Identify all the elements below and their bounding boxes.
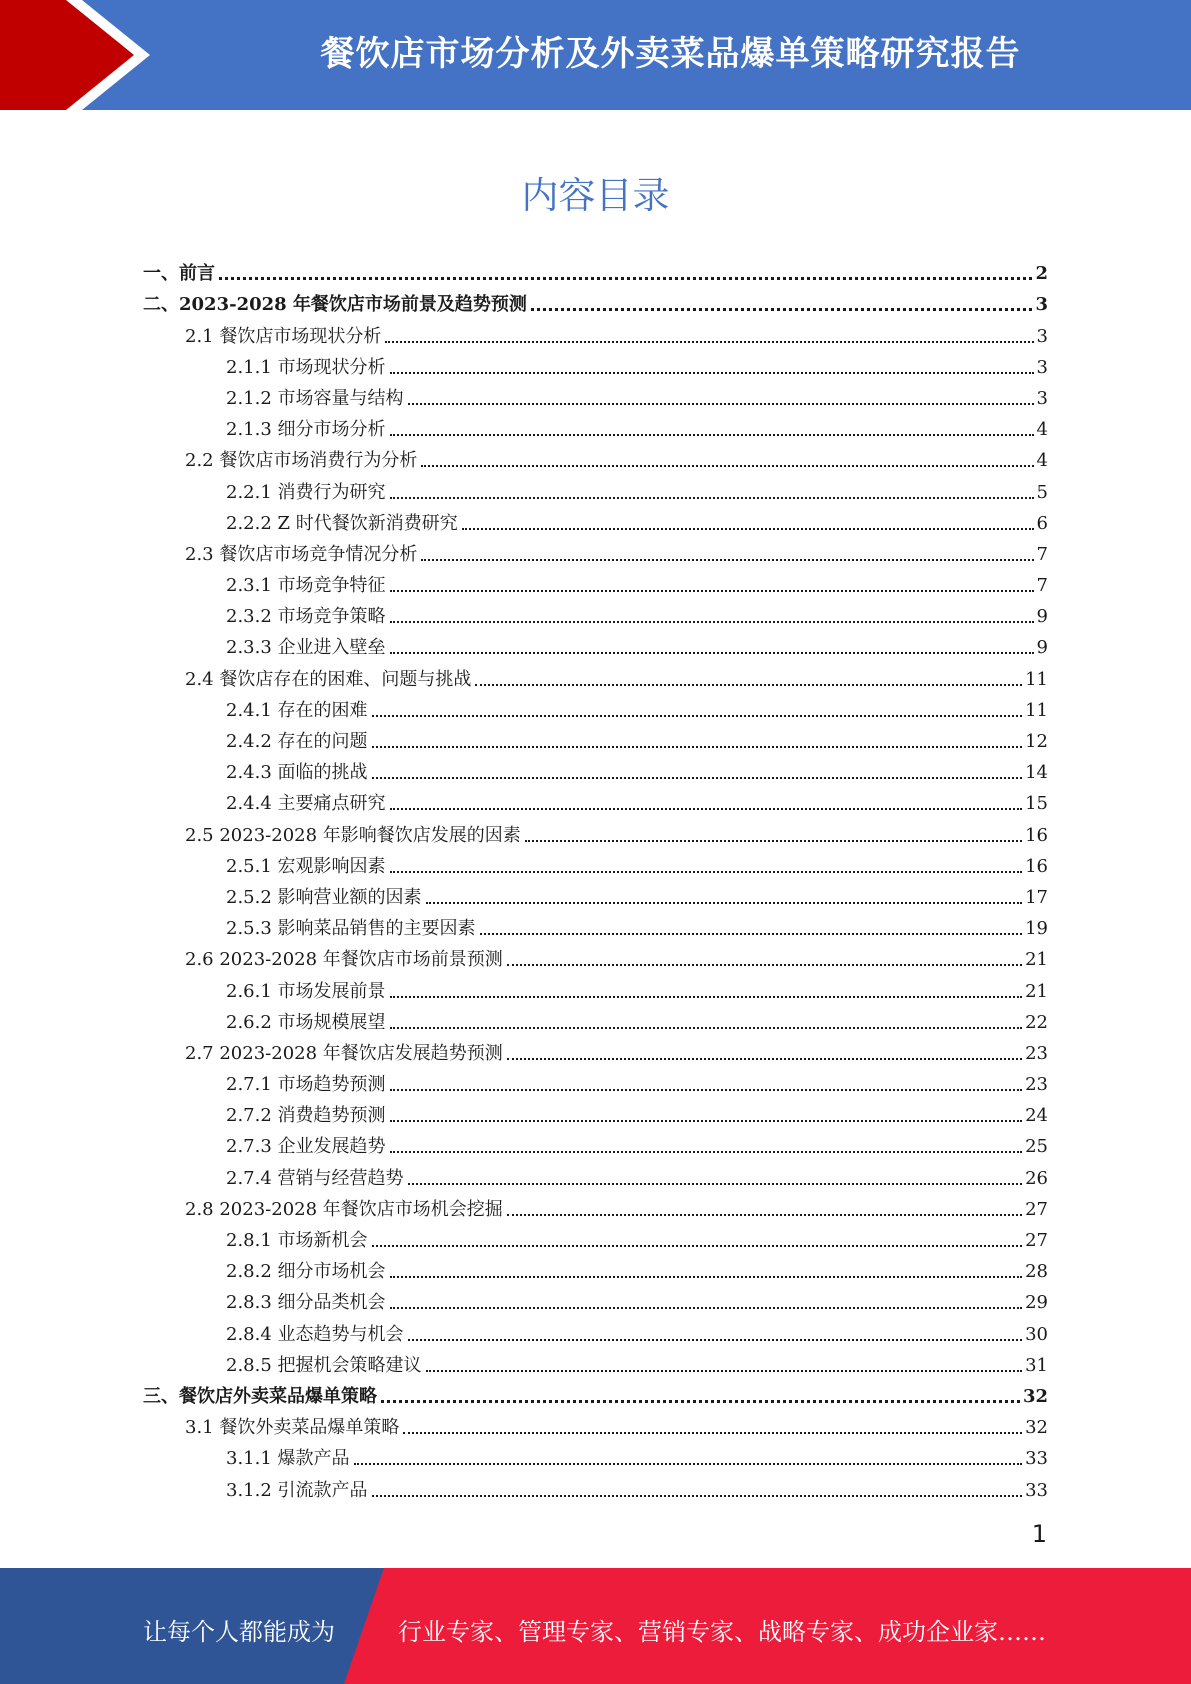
toc-entry-label: 2.7.4 营销与经营趋势 [226, 1167, 404, 1189]
toc-entry-page: 27 [1025, 1230, 1048, 1251]
toc-entry-page: 3 [1035, 294, 1048, 316]
toc-entry-label: 2.5.1 宏观影响因素 [226, 855, 386, 877]
toc-entry-page: 3 [1036, 387, 1048, 409]
toc-entry[interactable] [143, 1252, 1048, 1283]
toc-dot-leader [408, 403, 1034, 405]
toc-entry-label: 2.8.2 细分市场机会 [226, 1261, 386, 1283]
toc-entry[interactable] [143, 691, 1048, 722]
toc-entry-page: 5 [1036, 481, 1048, 503]
toc-entry-label: 3.1 餐饮外卖菜品爆单策略 [185, 1417, 400, 1439]
toc-entry-label: 2.7.2 消费趋势预测 [226, 1105, 386, 1127]
toc-dot-leader [390, 652, 1034, 654]
toc-entry-page: 28 [1025, 1261, 1048, 1283]
toc-entry-label: 2.4.3 面临的挑战 [226, 762, 368, 784]
toc-entry[interactable] [143, 1470, 1048, 1501]
toc-entry-label: 2.8.1 市场新机会 [226, 1230, 368, 1251]
toc-entry[interactable] [143, 909, 1048, 940]
toc-dot-leader [390, 1276, 1023, 1278]
toc-entry[interactable] [143, 348, 1048, 379]
toc-entry-label: 2.3.3 企业进入壁垒 [226, 637, 386, 659]
toc-dot-leader [390, 590, 1034, 592]
toc-entry-page: 11 [1025, 699, 1048, 721]
table-of-contents [143, 254, 1048, 1502]
toc-entry[interactable] [143, 1034, 1048, 1065]
toc-entry[interactable] [143, 1158, 1048, 1189]
toc-entry-page: 32 [1025, 1417, 1048, 1439]
toc-entry[interactable] [143, 1346, 1048, 1377]
report-title: 餐饮店市场分析及外卖菜品爆单策略研究报告 [320, 34, 1021, 74]
toc-entry-page: 29 [1025, 1292, 1048, 1314]
toc-entry[interactable] [143, 1221, 1048, 1252]
toc-dot-leader [390, 621, 1034, 623]
toc-dot-leader [390, 996, 1023, 998]
toc-entry[interactable] [143, 659, 1048, 690]
toc-dot-leader [531, 308, 1033, 311]
toc-dot-leader [372, 1245, 1023, 1247]
toc-dot-leader [390, 372, 1034, 374]
toc-entry-label: 2.3 餐饮店市场竞争情况分析 [185, 543, 418, 565]
toc-entry-page: 4 [1036, 419, 1048, 441]
toc-entry-label: 2.4.2 存在的问题 [226, 731, 368, 752]
toc-entry-page: 23 [1025, 1074, 1048, 1096]
toc-entry-label: 3.1.1 爆款产品 [226, 1448, 350, 1470]
toc-entry-page: 6 [1036, 512, 1048, 534]
toc-entry[interactable] [143, 1127, 1048, 1158]
toc-entry[interactable] [143, 472, 1048, 503]
toc-entry[interactable] [143, 1190, 1048, 1221]
toc-entry-label: 2.6.1 市场发展前景 [226, 980, 386, 1002]
toc-entry-page: 7 [1036, 575, 1048, 597]
toc-dot-leader [426, 1370, 1023, 1372]
toc-entry-label: 2.8.5 把握机会策略建议 [226, 1354, 422, 1376]
toc-entry-label: 2.2.1 消费行为研究 [226, 481, 386, 503]
toc-entry-label: 2.8.3 细分品类机会 [226, 1292, 386, 1314]
toc-entry-label: 2.5.3 影响菜品销售的主要因素 [226, 918, 476, 940]
toc-dot-leader [390, 1089, 1023, 1091]
toc-dot-leader [403, 1432, 1022, 1434]
toc-entry[interactable] [143, 847, 1048, 878]
toc-entry-label: 2.7.1 市场趋势预测 [226, 1074, 386, 1096]
toc-entry-label: 2.1.1 市场现状分析 [226, 356, 386, 378]
header-banner [0, 0, 1191, 110]
toc-dot-leader [354, 1463, 1023, 1465]
toc-dot-leader [390, 1027, 1023, 1029]
toc-entry[interactable] [143, 940, 1048, 971]
toc-entry[interactable] [143, 566, 1048, 597]
toc-dot-leader [475, 684, 1022, 686]
toc-dot-leader [390, 871, 1023, 873]
toc-entry-label: 2.4 餐饮店存在的困难、问题与挑战 [185, 668, 472, 690]
toc-entry-page: 12 [1025, 731, 1048, 752]
toc-dot-leader [426, 902, 1023, 904]
toc-dot-leader [390, 808, 1023, 810]
toc-entry[interactable] [143, 971, 1048, 1002]
toc-dot-leader [390, 1120, 1023, 1122]
toc-entry-page: 9 [1036, 637, 1048, 659]
toc-entry-label: 2.7 2023-2028 年餐饮店发展趋势预测 [185, 1042, 503, 1064]
toc-dot-leader [408, 1183, 1023, 1185]
toc-entry-page: 23 [1025, 1042, 1048, 1064]
toc-dot-leader [507, 1058, 1022, 1060]
toc-entry[interactable] [143, 410, 1048, 441]
toc-entry-label: 2.1.3 细分市场分析 [226, 419, 386, 441]
toc-entry-label: 2.3.2 市场竞争策略 [226, 606, 386, 628]
toc-entry-label: 一、前言 [143, 263, 215, 285]
footer-slogan-right: 行业专家、管理专家、营销专家、战略专家、成功企业家…… [398, 1618, 1046, 1646]
toc-entry[interactable] [143, 1408, 1048, 1439]
toc-entry[interactable] [143, 285, 1048, 316]
toc-dot-leader [480, 933, 1023, 935]
toc-entry-page: 33 [1025, 1479, 1048, 1501]
toc-dot-leader [390, 497, 1034, 499]
toc-entry-label: 2.2 餐饮店市场消费行为分析 [185, 450, 418, 472]
toc-entry[interactable] [143, 815, 1048, 846]
toc-entry-label: 2.4.1 存在的困难 [226, 699, 368, 721]
toc-dot-leader [372, 746, 1023, 748]
toc-entry-label: 2.1 餐饮店市场现状分析 [185, 325, 382, 347]
toc-entry[interactable] [143, 628, 1048, 659]
toc-entry-label: 3.1.2 引流款产品 [226, 1479, 368, 1501]
toc-entry[interactable] [143, 1314, 1048, 1345]
toc-entry-page: 3 [1036, 356, 1048, 378]
toc-entry-page: 19 [1025, 918, 1048, 940]
toc-entry-page: 30 [1025, 1323, 1048, 1345]
toc-dot-leader [525, 840, 1022, 842]
toc-entry[interactable] [143, 1439, 1048, 1470]
toc-entry-label: 2.8 2023-2028 年餐饮店市场机会挖掘 [185, 1198, 503, 1220]
toc-dot-leader [219, 277, 1032, 280]
toc-dot-leader [507, 964, 1022, 966]
toc-entry[interactable] [143, 753, 1048, 784]
toc-entry-label: 2.1.2 市场容量与结构 [226, 387, 404, 409]
toc-entry-page: 22 [1025, 1011, 1048, 1033]
toc-entry[interactable] [143, 878, 1048, 909]
toc-entry-page: 31 [1025, 1354, 1048, 1376]
chevron-icon [0, 0, 160, 110]
toc-entry-page: 2 [1035, 263, 1048, 285]
toc-entry-label: 二、2023-2028 年餐饮店市场前景及趋势预测 [143, 294, 527, 316]
toc-dot-leader [421, 559, 1033, 561]
toc-entry[interactable] [143, 1003, 1048, 1034]
toc-entry-page: 9 [1036, 606, 1048, 628]
toc-entry[interactable] [143, 784, 1048, 815]
toc-entry-page: 24 [1025, 1105, 1048, 1127]
toc-entry-label: 2.5 2023-2028 年影响餐饮店发展的因素 [185, 824, 521, 846]
toc-entry[interactable] [143, 722, 1048, 753]
toc-entry-page: 21 [1025, 949, 1048, 971]
toc-entry-page: 14 [1025, 762, 1048, 784]
toc-entry-label: 2.4.4 主要痛点研究 [226, 793, 386, 815]
toc-entry-label: 2.6.2 市场规模展望 [226, 1011, 386, 1033]
toc-dot-leader [390, 434, 1034, 436]
toc-entry[interactable] [143, 1283, 1048, 1314]
toc-entry[interactable] [143, 597, 1048, 628]
toc-dot-leader [385, 341, 1033, 343]
toc-dot-leader [372, 1495, 1023, 1497]
toc-dot-leader [507, 1214, 1022, 1216]
toc-entry-page: 16 [1025, 855, 1048, 877]
toc-entry-label: 2.2.2 Z 时代餐饮新消费研究 [226, 512, 458, 534]
toc-entry-label: 2.5.2 影响营业额的因素 [226, 886, 422, 908]
footer-slogan-left: 让每个人都能成为 [143, 1618, 335, 1646]
toc-dot-leader [372, 715, 1023, 717]
toc-heading: 内容目录 [521, 174, 670, 217]
toc-entry-page: 17 [1025, 886, 1048, 908]
toc-entry[interactable] [143, 1096, 1048, 1127]
toc-dot-leader [462, 528, 1034, 530]
toc-entry[interactable] [143, 504, 1048, 535]
toc-entry-page: 27 [1025, 1198, 1048, 1220]
toc-entry-page: 21 [1025, 980, 1048, 1002]
toc-dot-leader [390, 1307, 1023, 1309]
toc-entry[interactable] [143, 254, 1048, 285]
toc-entry-label: 2.7.3 企业发展趋势 [226, 1136, 386, 1158]
toc-dot-leader [408, 1339, 1023, 1341]
toc-entry-page: 33 [1025, 1448, 1048, 1470]
page-number: 1 [1031, 1520, 1047, 1548]
toc-entry[interactable] [143, 379, 1048, 410]
toc-entry-page: 15 [1025, 793, 1048, 815]
toc-entry-page: 16 [1025, 824, 1048, 846]
toc-entry-page: 4 [1036, 450, 1048, 472]
toc-entry-label: 2.8.4 业态趋势与机会 [226, 1323, 404, 1345]
toc-entry[interactable] [143, 441, 1048, 472]
toc-dot-leader [390, 1151, 1023, 1153]
toc-entry[interactable] [143, 316, 1048, 347]
toc-entry-page: 32 [1022, 1385, 1048, 1407]
toc-entry-label: 2.3.1 市场竞争特征 [226, 575, 386, 597]
toc-entry-label: 三、餐饮店外卖菜品爆单策略 [143, 1385, 377, 1407]
footer-banner [0, 1568, 1191, 1684]
toc-entry-page: 7 [1036, 543, 1048, 565]
toc-dot-leader [372, 777, 1023, 779]
toc-dot-leader [381, 1400, 1020, 1403]
toc-entry[interactable] [143, 1065, 1048, 1096]
toc-entry-label: 2.6 2023-2028 年餐饮店市场前景预测 [185, 949, 503, 971]
toc-entry[interactable] [143, 535, 1048, 566]
toc-entry-page: 25 [1025, 1136, 1048, 1158]
toc-entry-page: 26 [1025, 1167, 1048, 1189]
toc-entry-page: 3 [1036, 325, 1048, 347]
toc-entry[interactable] [143, 1377, 1048, 1408]
toc-entry-page: 11 [1025, 668, 1048, 690]
toc-dot-leader [421, 465, 1033, 467]
